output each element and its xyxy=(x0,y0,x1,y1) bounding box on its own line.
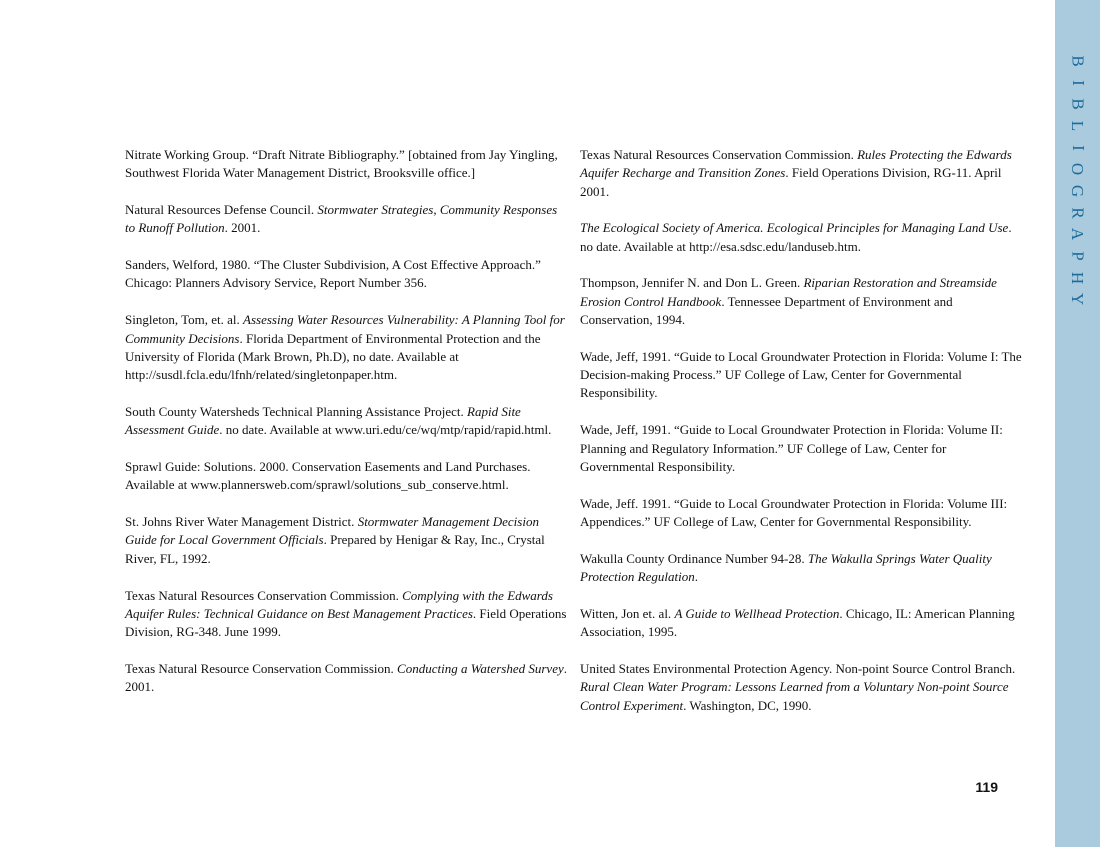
entry-text: . Washington, DC, 1990. xyxy=(683,697,812,713)
entry-text: . 2001. xyxy=(125,660,567,695)
bibliography-entry xyxy=(125,256,567,293)
entry-text: Nitrate Working Group. “Draft Nitrate Bibliography.” [obtained from Jay Yingling, Southwest Florida Water Management District, Brooksville office.] xyxy=(125,147,558,181)
sidebar-letter: L xyxy=(1068,120,1088,132)
entry-title-italic: Riparian Restoration and Streamside Erosion Control Handbook xyxy=(580,275,997,309)
entry-text: United States Environmental Protection Agency. Non-point Source Control Branch. xyxy=(580,660,1016,676)
bibliography-entry xyxy=(580,348,1022,403)
entry-text: Sprawl Guide: Solutions. 2000. Conservation Easements and Land Purchases. Available at www.plannersweb.com/sprawl/solutions_sub_conserve.html. xyxy=(125,459,531,493)
bibliography-column-right xyxy=(580,146,1022,733)
entry-text: Natural Resources Defense Council. xyxy=(125,202,318,218)
entry-title-italic: The Ecological Society of America. Ecological Principles for Managing Land Use xyxy=(580,220,1009,236)
sidebar-letter: P xyxy=(1068,251,1088,261)
entry-text: South County Watersheds Technical Planning Assistance Project. xyxy=(125,403,468,419)
entry-text: Thompson, Jennifer N. and Don L. Green. xyxy=(580,275,804,291)
bibliography-entry xyxy=(125,201,567,238)
entry-title-italic: Complying with the Edwards Aquifer Rules: Technical Guidance on Best Management Practices xyxy=(125,587,553,621)
bibliography-entry xyxy=(125,513,567,568)
entry-text: . xyxy=(694,569,698,585)
sidebar-letter: G xyxy=(1068,184,1088,198)
entry-text: Singleton, Tom, et. al. xyxy=(125,312,244,328)
bibliography-entry xyxy=(580,219,1022,256)
bibliography-entry xyxy=(125,146,567,183)
entry-text: Wade, Jeff, 1991. “Guide to Local Groundwater Protection in Florida: Volume I: The Decision-making Process.” UF College of Law, Center for Governmental Responsibility. xyxy=(580,348,1022,401)
bibliography-entry xyxy=(580,550,1022,587)
entry-title-italic: Rural Clean Water Program: Lessons Learned from a Voluntary Non-point Source Control Experiment xyxy=(580,679,1009,713)
sidebar-letter: B xyxy=(1068,55,1088,67)
bibliography-entry xyxy=(580,495,1022,532)
entry-text: . no date. Available at www.uri.edu/ce/wq/mtp/rapid/rapid.html. xyxy=(219,422,552,438)
entry-text: Sanders, Welford, 1980. “The Cluster Subdivision, A Cost Effective Approach.” Chicago: Planners Advisory Service, Report Number 356. xyxy=(125,257,541,291)
bibliography-entry xyxy=(125,311,567,384)
entry-text: . no date. Available at http://esa.sdsc.edu/landuseb.htm. xyxy=(580,220,1012,254)
entry-text: Wade, Jeff, 1991. “Guide to Local Groundwater Protection in Florida: Volume II: Planning and Regulatory Information.” UF College of Law, Center for Governmental Responsibility. xyxy=(580,422,1003,474)
bibliography-entry xyxy=(125,587,567,642)
entry-text: Texas Natural Resources Conservation Commission. xyxy=(580,147,858,162)
entry-text: . 2001. xyxy=(224,220,261,236)
bibliography-entry xyxy=(125,403,567,440)
bibliography-entry xyxy=(580,421,1022,476)
entry-title-italic: The Wakulla Springs Water Quality Protection Regulation xyxy=(580,550,992,585)
sidebar-letter: I xyxy=(1068,144,1088,151)
bibliography-column-left xyxy=(125,146,567,715)
entry-text: . Florida Department of Environmental Protection and the University of Florida (Mark Brown, Ph.D), no date. Available at http://susdl.fcla.edu/lfnh/related/singletonpaper.htm. xyxy=(125,330,541,383)
entry-text: Wakulla County Ordinance Number 94-28. xyxy=(580,550,808,566)
entry-text: St. Johns River Water Management District. xyxy=(125,514,358,530)
sidebar-letter: O xyxy=(1068,163,1088,176)
entry-text: . Chicago, IL: American Planning Association, 1995. xyxy=(580,605,1015,640)
bibliography-entry xyxy=(580,605,1022,642)
entry-title-italic: Rapid Site Assessment Guide xyxy=(125,403,521,438)
sidebar-vertical-title xyxy=(1055,50,1100,310)
sidebar-letter: I xyxy=(1068,79,1088,86)
sidebar-letter: Y xyxy=(1068,293,1088,306)
entry-title-italic: Stormwater Strategies, Community Responses to Runoff Pollution xyxy=(125,202,558,236)
sidebar-band xyxy=(1055,0,1100,847)
bibliography-entry xyxy=(125,660,567,697)
entry-title-italic: Stormwater Management Decision Guide for Local Government Officials xyxy=(125,514,539,548)
bibliography-entry xyxy=(580,274,1022,329)
entry-text: . Field Operations Division, RG-348. June 1999. xyxy=(125,605,567,640)
bibliography-entry xyxy=(580,660,1022,715)
bibliography-entry xyxy=(125,458,567,495)
entry-text: Witten, Jon et. al. xyxy=(580,605,675,621)
entry-text: Texas Natural Resources Conservation Commission. xyxy=(125,587,403,603)
entry-text: . Prepared by Henigar & Ray, Inc., Crystal River, FL, 1992. xyxy=(125,532,545,566)
bibliography-entry xyxy=(580,146,1022,201)
sidebar-letter: A xyxy=(1068,228,1088,241)
entry-title-italic: A Guide to Wellhead Protection xyxy=(674,605,840,621)
entry-text: . Field Operations Division, RG-11. April 2001. xyxy=(580,165,1002,199)
entry-text: . Tennessee Department of Environment and Conservation, 1994. xyxy=(580,293,953,328)
entry-title-italic: Rules Protecting the Edwards Aquifer Recharge and Transition Zones xyxy=(580,147,1012,181)
page-number: 119 xyxy=(975,779,998,795)
entry-title-italic: Conducting a Watershed Survey xyxy=(397,660,564,676)
entry-text: Texas Natural Resource Conservation Commission. xyxy=(125,660,398,676)
sidebar-letter: B xyxy=(1068,98,1088,110)
sidebar-letter: R xyxy=(1068,206,1088,219)
entry-title-italic: Assessing Water Resources Vulnerability: A Planning Tool for Community Decisions xyxy=(125,312,565,346)
sidebar-letter: H xyxy=(1068,271,1088,284)
entry-text: Wade, Jeff. 1991. “Guide to Local Groundwater Protection in Florida: Volume III: Appendices.” UF College of Law, Center for Governmental Responsibility. xyxy=(580,495,1008,529)
